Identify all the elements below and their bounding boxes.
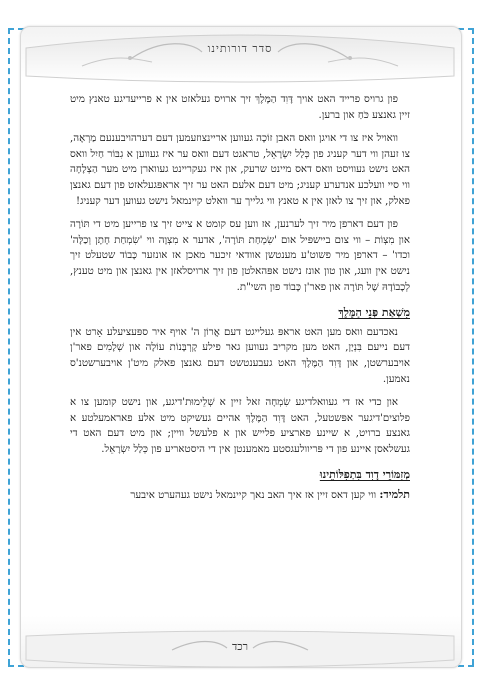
section-heading-2: מְזִמּוֹרֵי דָוִד בִּתְפִלּוֹתֵינוּ xyxy=(319,468,410,482)
running-header-title: סדר דורותינו xyxy=(207,42,273,55)
page-number: רכד xyxy=(231,640,249,653)
paragraph-2: וואויל איז צו די אויגן וואס האבן זוֹכֶה געווען אריינצוזעמען דעם דערהויבענעם מַרְאֶה, צו זעהן ווי דער קעניג פון כְּלַל יִשְׂרָאֵל, טראגט דעם וואס ער איז געווען א גִבּוֹר חַיִל וואס האט נישט געוויסט וואס דאס מיינט שרעק, און איז געקריינט געווארן מיט מער הַצְלָחָה ווי סיי וועלכע אנדערע קעניג; מיט דעם אלעם האט ער זיך אראפּגעלאזט פון דעם גאנצן פאלק, און זיך צו לאזן אין א טאנץ ווי גלייך ער וואלט קיינמאל נישט געווען דער קעניג! xyxy=(70,133,410,207)
paragraph-1: פון גרויס פרייד האט אויך דָּוִד הַמֶּלֶךְ זיך ארויס געלאזט אין א פרייעדיגע טאנץ מיט זיין גאנצע כֹּחַ און ברען. xyxy=(70,94,410,121)
paragraph-3: פון דעם דארפן מיר זיך לערנען, אז ווען עס קומט א צייט זיך צו פרייען מיט די תּוֹרָה און מִצְוֹת – ווי צום ביישפּיל אום 'שִׂמְחַת תּוֹרָה', אדער א מִצְוָה ווי 'שִׂמְחַת חָתָן וְכַלָּה' וכדו' – דארפן מיר פשוט'ע מענטשן אוודאי זיכער מאכן אז אונזער כָּבוֹד שטעלט זיך נישט אין וועג, און טון אונז נישט אפּהאלטן פון זיך ארויסלאזן אין גאנצן און מיט טענץ, לְכָבוֹדָהּ שֶׁל תּוֹרָה און פאר'ן כָּבוֹד פון השי"ת. xyxy=(70,219,410,293)
left-dashed-border xyxy=(8,28,10,665)
dialogue-text: ווי קען דאס זיין אז איך האב נאך קיינמאל נישט געהערט איבער xyxy=(130,490,377,502)
right-dashed-border xyxy=(472,28,474,665)
paragraph-5: און כדי אז די געוואלדיגע שִׂמְחָה זאל זיין א שְׁלֵימוּת'דיגע, און נישט קומען צו א פלוצים'דיגער אפּשטעל, האט דָּוִד הַמֶּלֶךְ אהיים געשיקט מיט אלע פאראמעלטע א גאנצע ברויט, א שיינע פארציע פלייש און א פלעשל וויין; און מיט דעם האט די געשלאסן איינע פון די פּריוולעגסטע מאמענטן אין די היסטאריע פון כְּלַל יִשְׂרָאֵל. xyxy=(70,397,410,455)
paragraph-4: נאכדעם וואס מען האט אראפּ געלייגט דעם אֲרוֹן ה' אויף איר ספּעציעלע אָרט אין דעם נייעם בִּנְיָן, האט מען מקריב געווען גאר פילע קָרְבָּנוֹת עוֹלָה און שְׁלָמִים פאר'ן אויבערשטן, און דָּוִד הַמֶּלֶךְ האט געבענטשט דעם גאנצן פאלק מיט'ן אויבערשטנ'ס נאמען. xyxy=(70,326,410,385)
header-ornament xyxy=(22,28,458,90)
section-heading-1: מִשְׁאַת פְּנֵי הַמֶּלֶךְ xyxy=(338,306,410,320)
dialogue-line xyxy=(70,487,410,504)
page-body xyxy=(70,92,410,512)
speaker-label: תלמיד: xyxy=(379,488,410,502)
